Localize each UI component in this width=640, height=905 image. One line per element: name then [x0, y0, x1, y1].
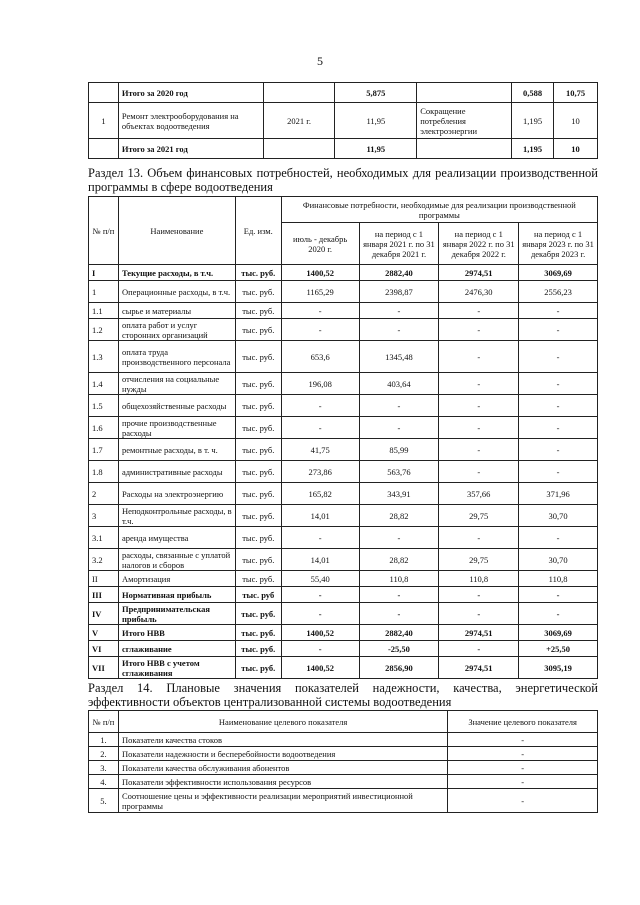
value-period-2: 2856,90 — [359, 657, 439, 679]
row-unit: тыс. руб. — [235, 341, 281, 373]
measure-value-2: 10,75 — [554, 83, 598, 103]
measure-name: Итого за 2020 год — [118, 83, 263, 103]
measure-value-1: 1,195 — [512, 103, 554, 139]
row-name: аренда имущества — [118, 527, 235, 549]
value-period-3: 29,75 — [439, 505, 519, 527]
value-period-1: - — [281, 603, 359, 625]
table-row — [89, 641, 598, 657]
table-row — [89, 83, 598, 103]
row-name: ремонтные расходы, в т. ч. — [118, 439, 235, 461]
value-period-4: 3069,69 — [519, 265, 598, 281]
row-unit: тыс. руб. — [235, 281, 281, 303]
row-unit: тыс. руб. — [235, 603, 281, 625]
row-number: II — [89, 571, 119, 587]
value-period-1: 55,40 — [281, 571, 359, 587]
value-period-3: - — [439, 395, 519, 417]
row-name: Операционные расходы, в т.ч. — [118, 281, 235, 303]
row-number: 3.1 — [89, 527, 119, 549]
row-name: Итого НВВ — [118, 625, 235, 641]
row-number: IV — [89, 603, 119, 625]
measure-year: 2021 г. — [263, 103, 335, 139]
table-row — [89, 319, 598, 341]
value-period-2: 2882,40 — [359, 265, 439, 281]
value-period-2: 1345,48 — [359, 341, 439, 373]
col-period-4-header: на период с 1 января 2023 г. по 31 декабря 2023 г. — [519, 223, 598, 265]
table-row — [89, 571, 598, 587]
value-period-2: - — [359, 417, 439, 439]
value-period-1: - — [281, 395, 359, 417]
indicator-name: Показатели надежности и бесперебойности водоотведения — [118, 747, 447, 761]
row-unit: тыс. руб. — [235, 395, 281, 417]
value-period-3: - — [439, 587, 519, 603]
indicator-value: - — [448, 747, 598, 761]
value-period-1: - — [281, 417, 359, 439]
value-period-3: 2974,51 — [439, 265, 519, 281]
row-number: 1.6 — [89, 417, 119, 439]
row-number: 1 — [89, 103, 119, 139]
value-period-3: - — [439, 417, 519, 439]
row-number: 1 — [89, 281, 119, 303]
row-unit: тыс. руб. — [235, 483, 281, 505]
measure-value-2: 10 — [554, 103, 598, 139]
table-row — [89, 461, 598, 483]
value-period-2: 2398,87 — [359, 281, 439, 303]
page-number: 5 — [317, 54, 323, 68]
table-row — [89, 483, 598, 505]
measure-name: Ремонт электрооборудования на объектах водоотведения — [118, 103, 263, 139]
measure-name: Итого за 2021 год — [118, 139, 263, 159]
col-unit-header: Ед. изм. — [235, 197, 281, 265]
row-number: 3.2 — [89, 549, 119, 571]
value-period-4: - — [519, 461, 598, 483]
value-period-2: - — [359, 587, 439, 603]
row-number: VI — [89, 641, 119, 657]
financial-needs-table — [88, 196, 598, 679]
value-period-4: 2556,23 — [519, 281, 598, 303]
row-name: Неподконтрольные расходы, в т.ч. — [118, 505, 235, 527]
s14-name-header: Наименование целевого показателя — [118, 711, 447, 733]
indicator-value: - — [448, 775, 598, 789]
value-period-4: 3095,19 — [519, 657, 598, 679]
table-row — [89, 527, 598, 549]
table-row — [89, 789, 598, 813]
value-period-1: 273,86 — [281, 461, 359, 483]
measure-amount: 5,875 — [335, 83, 417, 103]
value-period-4: 110,8 — [519, 571, 598, 587]
value-period-1: - — [281, 527, 359, 549]
table-row — [89, 775, 598, 789]
value-period-1: 196,08 — [281, 373, 359, 395]
table-row — [89, 439, 598, 461]
row-number: 1.5 — [89, 395, 119, 417]
measure-year — [263, 139, 335, 159]
indicator-name: Показатели качества стоков — [118, 733, 447, 747]
value-period-4: - — [519, 395, 598, 417]
col-name-header: Наименование — [118, 197, 235, 265]
row-unit: тыс. руб. — [235, 505, 281, 527]
value-period-1: - — [281, 587, 359, 603]
value-period-2: - — [359, 603, 439, 625]
row-unit: тыс. руб. — [235, 461, 281, 483]
table-row — [89, 587, 598, 603]
value-period-1: 1400,52 — [281, 625, 359, 641]
value-period-2: 85,99 — [359, 439, 439, 461]
value-period-4: - — [519, 439, 598, 461]
row-unit: тыс. руб. — [235, 625, 281, 641]
row-name: оплата труда производственного персонала — [118, 341, 235, 373]
row-unit: тыс. руб. — [235, 657, 281, 679]
value-period-3: - — [439, 603, 519, 625]
value-period-4: +25,50 — [519, 641, 598, 657]
row-unit: тыс. руб — [235, 587, 281, 603]
row-number: 1.4 — [89, 373, 119, 395]
measure-effect — [417, 139, 512, 159]
value-period-4: 3069,69 — [519, 625, 598, 641]
table-row — [89, 747, 598, 761]
value-period-3: - — [439, 439, 519, 461]
row-name: сырье и материалы — [118, 303, 235, 319]
table-row — [89, 733, 598, 747]
indicator-value: - — [448, 761, 598, 775]
value-period-4: - — [519, 319, 598, 341]
table-row — [89, 603, 598, 625]
indicator-value: - — [448, 733, 598, 747]
value-period-3: 357,66 — [439, 483, 519, 505]
row-number: 1.8 — [89, 461, 119, 483]
value-period-3: 2974,51 — [439, 625, 519, 641]
value-period-4: - — [519, 603, 598, 625]
value-period-1: 14,01 — [281, 505, 359, 527]
col-num-header: № п/п — [89, 197, 119, 265]
value-period-3: 2476,30 — [439, 281, 519, 303]
row-name: Предпринимательская прибыль — [118, 603, 235, 625]
section-13-title-text: Раздел 13. Объем финансовых потребностей, необходимых для реализации производственной программы в сфере водоотведения — [88, 166, 598, 194]
value-period-3: - — [439, 319, 519, 341]
measure-year — [263, 83, 335, 103]
value-period-3: - — [439, 641, 519, 657]
row-number: 3 — [89, 505, 119, 527]
measure-value-1: 1,195 — [512, 139, 554, 159]
indicator-number: 3. — [89, 761, 119, 775]
indicator-name: Показатели качества обслуживания абонентов — [118, 761, 447, 775]
measure-value-2: 10 — [554, 139, 598, 159]
value-period-4: - — [519, 587, 598, 603]
row-name: административные расходы — [118, 461, 235, 483]
row-unit: тыс. руб. — [235, 265, 281, 281]
section-14-title-text: Раздел 14. Плановые значения показателей надежности, качества, энергетической эффективности объектов централизованной системы водоотведения — [88, 681, 598, 709]
table-row — [89, 341, 598, 373]
value-period-2: 2882,40 — [359, 625, 439, 641]
table-row — [89, 417, 598, 439]
measure-effect — [417, 83, 512, 103]
value-period-2: 28,82 — [359, 549, 439, 571]
measure-value-1: 0,588 — [512, 83, 554, 103]
row-number — [89, 139, 119, 159]
row-unit: тыс. руб. — [235, 303, 281, 319]
row-number — [89, 83, 119, 103]
table-row — [89, 505, 598, 527]
value-period-2: 343,91 — [359, 483, 439, 505]
value-period-1: 41,75 — [281, 439, 359, 461]
table-row — [89, 303, 598, 319]
value-period-3: 29,75 — [439, 549, 519, 571]
row-unit: тыс. руб. — [235, 319, 281, 341]
table-row — [89, 103, 598, 139]
value-period-2: 563,76 — [359, 461, 439, 483]
indicator-number: 1. — [89, 733, 119, 747]
row-name: Нормативная прибыль — [118, 587, 235, 603]
section-14-title — [88, 681, 598, 709]
col-group-header: Финансовые потребности, необходимые для реализации производственной программы — [281, 197, 597, 223]
row-unit: тыс. руб. — [235, 527, 281, 549]
table-row — [89, 657, 598, 679]
row-number: I — [89, 265, 119, 281]
measure-amount: 11,95 — [335, 103, 417, 139]
value-period-1: 1400,52 — [281, 265, 359, 281]
table-row — [89, 373, 598, 395]
value-period-4: 371,96 — [519, 483, 598, 505]
row-number: 1.2 — [89, 319, 119, 341]
indicator-value: - — [448, 789, 598, 813]
row-name: прочие производственные расходы — [118, 417, 235, 439]
value-period-4: - — [519, 417, 598, 439]
col-period-3-header: на период с 1 января 2022 г. по 31 декабря 2022 г. — [439, 223, 519, 265]
value-period-3: - — [439, 527, 519, 549]
table-row — [89, 281, 598, 303]
row-number: VII — [89, 657, 119, 679]
value-period-2: 403,64 — [359, 373, 439, 395]
value-period-4: 30,70 — [519, 549, 598, 571]
row-unit: тыс. руб. — [235, 571, 281, 587]
row-name: расходы, связанные с уплатой налогов и сборов — [118, 549, 235, 571]
s14-value-header: Значение целевого показателя — [448, 711, 598, 733]
row-name: Текущие расходы, в т.ч. — [118, 265, 235, 281]
value-period-3: - — [439, 461, 519, 483]
value-period-3: - — [439, 341, 519, 373]
value-period-1: - — [281, 319, 359, 341]
value-period-2: -25,50 — [359, 641, 439, 657]
section-13-title — [88, 166, 598, 194]
table-row — [89, 139, 598, 159]
investment-measures-table — [88, 82, 598, 159]
value-period-2: - — [359, 395, 439, 417]
row-name: Расходы на электроэнергию — [118, 483, 235, 505]
row-name: оплата работ и услуг сторонних организаций — [118, 319, 235, 341]
indicator-number: 4. — [89, 775, 119, 789]
indicator-name: Показатели эффективности использования ресурсов — [118, 775, 447, 789]
table-row — [89, 625, 598, 641]
value-period-4: 30,70 — [519, 505, 598, 527]
value-period-4: - — [519, 341, 598, 373]
value-period-1: 14,01 — [281, 549, 359, 571]
value-period-3: - — [439, 303, 519, 319]
row-unit: тыс. руб. — [235, 417, 281, 439]
indicator-name: Соотношение цены и эффективности реализации мероприятий инвестиционной программы — [118, 789, 447, 813]
value-period-1: 1165,29 — [281, 281, 359, 303]
value-period-1: - — [281, 303, 359, 319]
indicator-number: 5. — [89, 789, 119, 813]
row-unit: тыс. руб. — [235, 439, 281, 461]
row-unit: тыс. руб. — [235, 373, 281, 395]
value-period-2: 110,8 — [359, 571, 439, 587]
table-row — [89, 549, 598, 571]
col-period-1-header: июль - декабрь 2020 г. — [281, 223, 359, 265]
row-number: 2 — [89, 483, 119, 505]
value-period-4: - — [519, 527, 598, 549]
row-number: V — [89, 625, 119, 641]
row-name: общехозяйственные расходы — [118, 395, 235, 417]
value-period-2: - — [359, 303, 439, 319]
value-period-1: 165,82 — [281, 483, 359, 505]
measure-amount: 11,95 — [335, 139, 417, 159]
value-period-1: 653,6 — [281, 341, 359, 373]
row-number: 1.7 — [89, 439, 119, 461]
value-period-2: - — [359, 527, 439, 549]
value-period-3: 110,8 — [439, 571, 519, 587]
s14-num-header: № п/п — [89, 711, 119, 733]
row-name: Амортизация — [118, 571, 235, 587]
table-row — [89, 265, 598, 281]
col-period-2-header: на период с 1 января 2021 г. по 31 декабря 2021 г. — [359, 223, 439, 265]
value-period-3: - — [439, 373, 519, 395]
value-period-4: - — [519, 373, 598, 395]
value-period-2: 28,82 — [359, 505, 439, 527]
table-row — [89, 395, 598, 417]
value-period-2: - — [359, 319, 439, 341]
table-row — [89, 761, 598, 775]
value-period-4: - — [519, 303, 598, 319]
value-period-3: 2974,51 — [439, 657, 519, 679]
row-number: 1.1 — [89, 303, 119, 319]
value-period-1: 1400,52 — [281, 657, 359, 679]
row-unit: тыс. руб. — [235, 549, 281, 571]
indicator-number: 2. — [89, 747, 119, 761]
row-name: отчисления на социальные нужды — [118, 373, 235, 395]
measure-effect: Сокращение потребления электроэнергии — [417, 103, 512, 139]
row-name: Итого НВВ с учетом сглаживания — [118, 657, 235, 679]
target-indicators-table — [88, 710, 598, 813]
row-number: 1.3 — [89, 341, 119, 373]
row-number: III — [89, 587, 119, 603]
value-period-1: - — [281, 641, 359, 657]
row-name: сглаживание — [118, 641, 235, 657]
row-unit: тыс. руб. — [235, 641, 281, 657]
